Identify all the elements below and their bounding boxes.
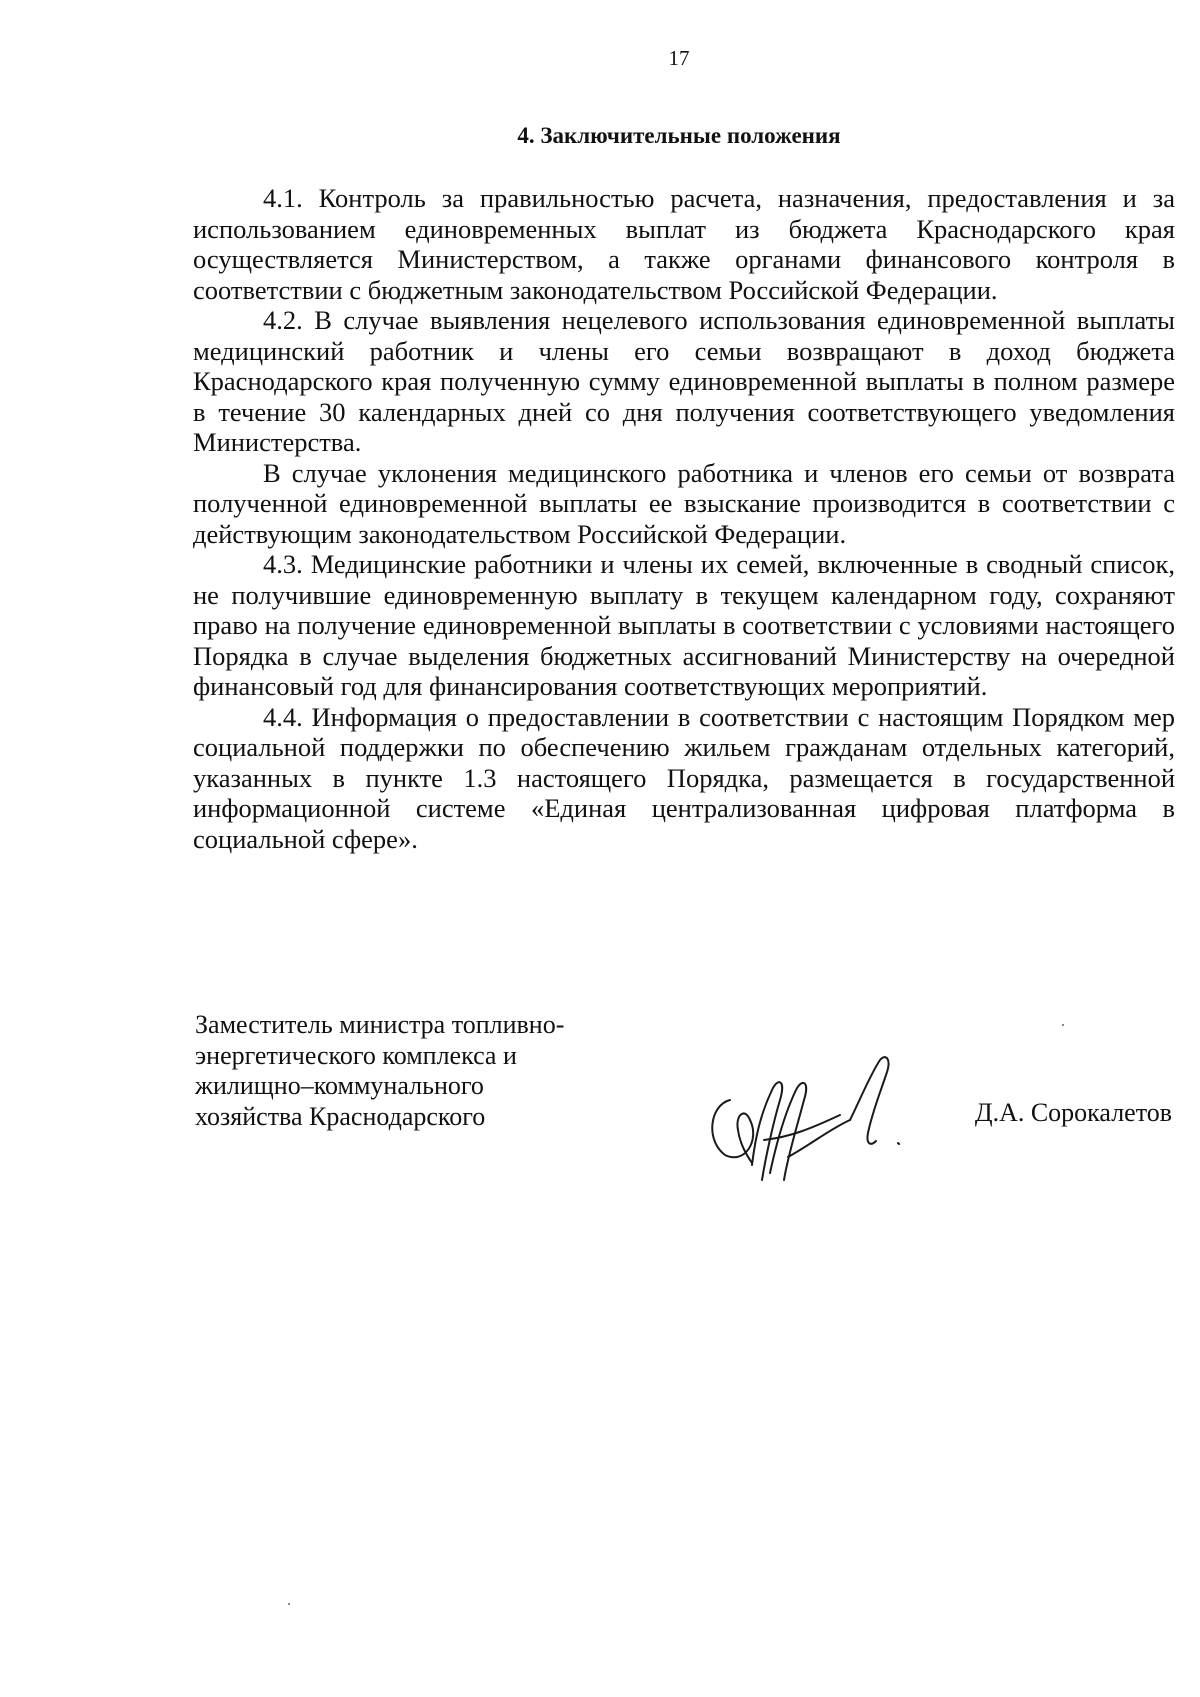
scan-speck xyxy=(288,1603,290,1605)
handwritten-signature xyxy=(700,1045,920,1185)
paragraph-4-1: 4.1. Контроль за правильностью расчета, назначения, предоставления и за использованием единовременных выплат из бюджета Краснодарского края осуществляется Министерством, а также органами финансового контроля в соответствии с бюджетным законодательством Российской Федерации. xyxy=(193,183,1175,305)
signatory-title-line: хозяйства Краснодарского xyxy=(195,1101,486,1131)
document-body xyxy=(193,183,1175,854)
page-number: 17 xyxy=(668,46,690,70)
section-title: 4. Заключительные положения xyxy=(517,123,841,148)
signatory-title-line: энергетического комплекса и xyxy=(195,1040,517,1070)
signatory-title-line: жилищно–коммунального xyxy=(195,1071,484,1100)
paragraph-4-2-continued: В случае уклонения медицинского работника и членов его семьи от возврата полученной единовременной выплаты ее взыскание производится в соответствии с действующим законодательством Российской Федерации. xyxy=(193,457,1175,549)
paragraph-4-2: 4.2. В случае выявления нецелевого использования единовременной выплаты медицинский работник и члены его семьи возвращают в доход бюджета Краснодарского края полученную сумму единовременной выплаты в полном размере в течение 30 календарных дней со дня получения соответствующего уведомления Министерства. xyxy=(193,305,1175,457)
signatory-title-line: Заместитель министра топливно- xyxy=(195,1010,565,1039)
paragraph-4-3: 4.3. Медицинские работники и члены их семей, включенные в сводный список, не получившие единовременную выплату в текущем календарном году, сохраняют право на получение единовременной выплаты в соответствии с условиями настоящего Порядка в случае выделения бюджетных ассигнований Министерству на очередной финансовый год для финансирования соответствующих мероприятий. xyxy=(193,549,1175,701)
signer-name: Д.А. Сорокалетов xyxy=(974,1098,1172,1127)
scan-speck xyxy=(1062,1024,1064,1026)
signatory-title xyxy=(195,1010,615,1132)
paragraph-4-4: 4.4. Информация о предоставлении в соответствии с настоящим Порядком мер социальной поддержки по обеспечению жильем гражданам отдельных категорий, указанных в пункте 1.3 настоящего Порядка, размещается в государственной информационной системе «Единая централизованная цифровая платформа в социальной сфере». xyxy=(193,701,1175,854)
